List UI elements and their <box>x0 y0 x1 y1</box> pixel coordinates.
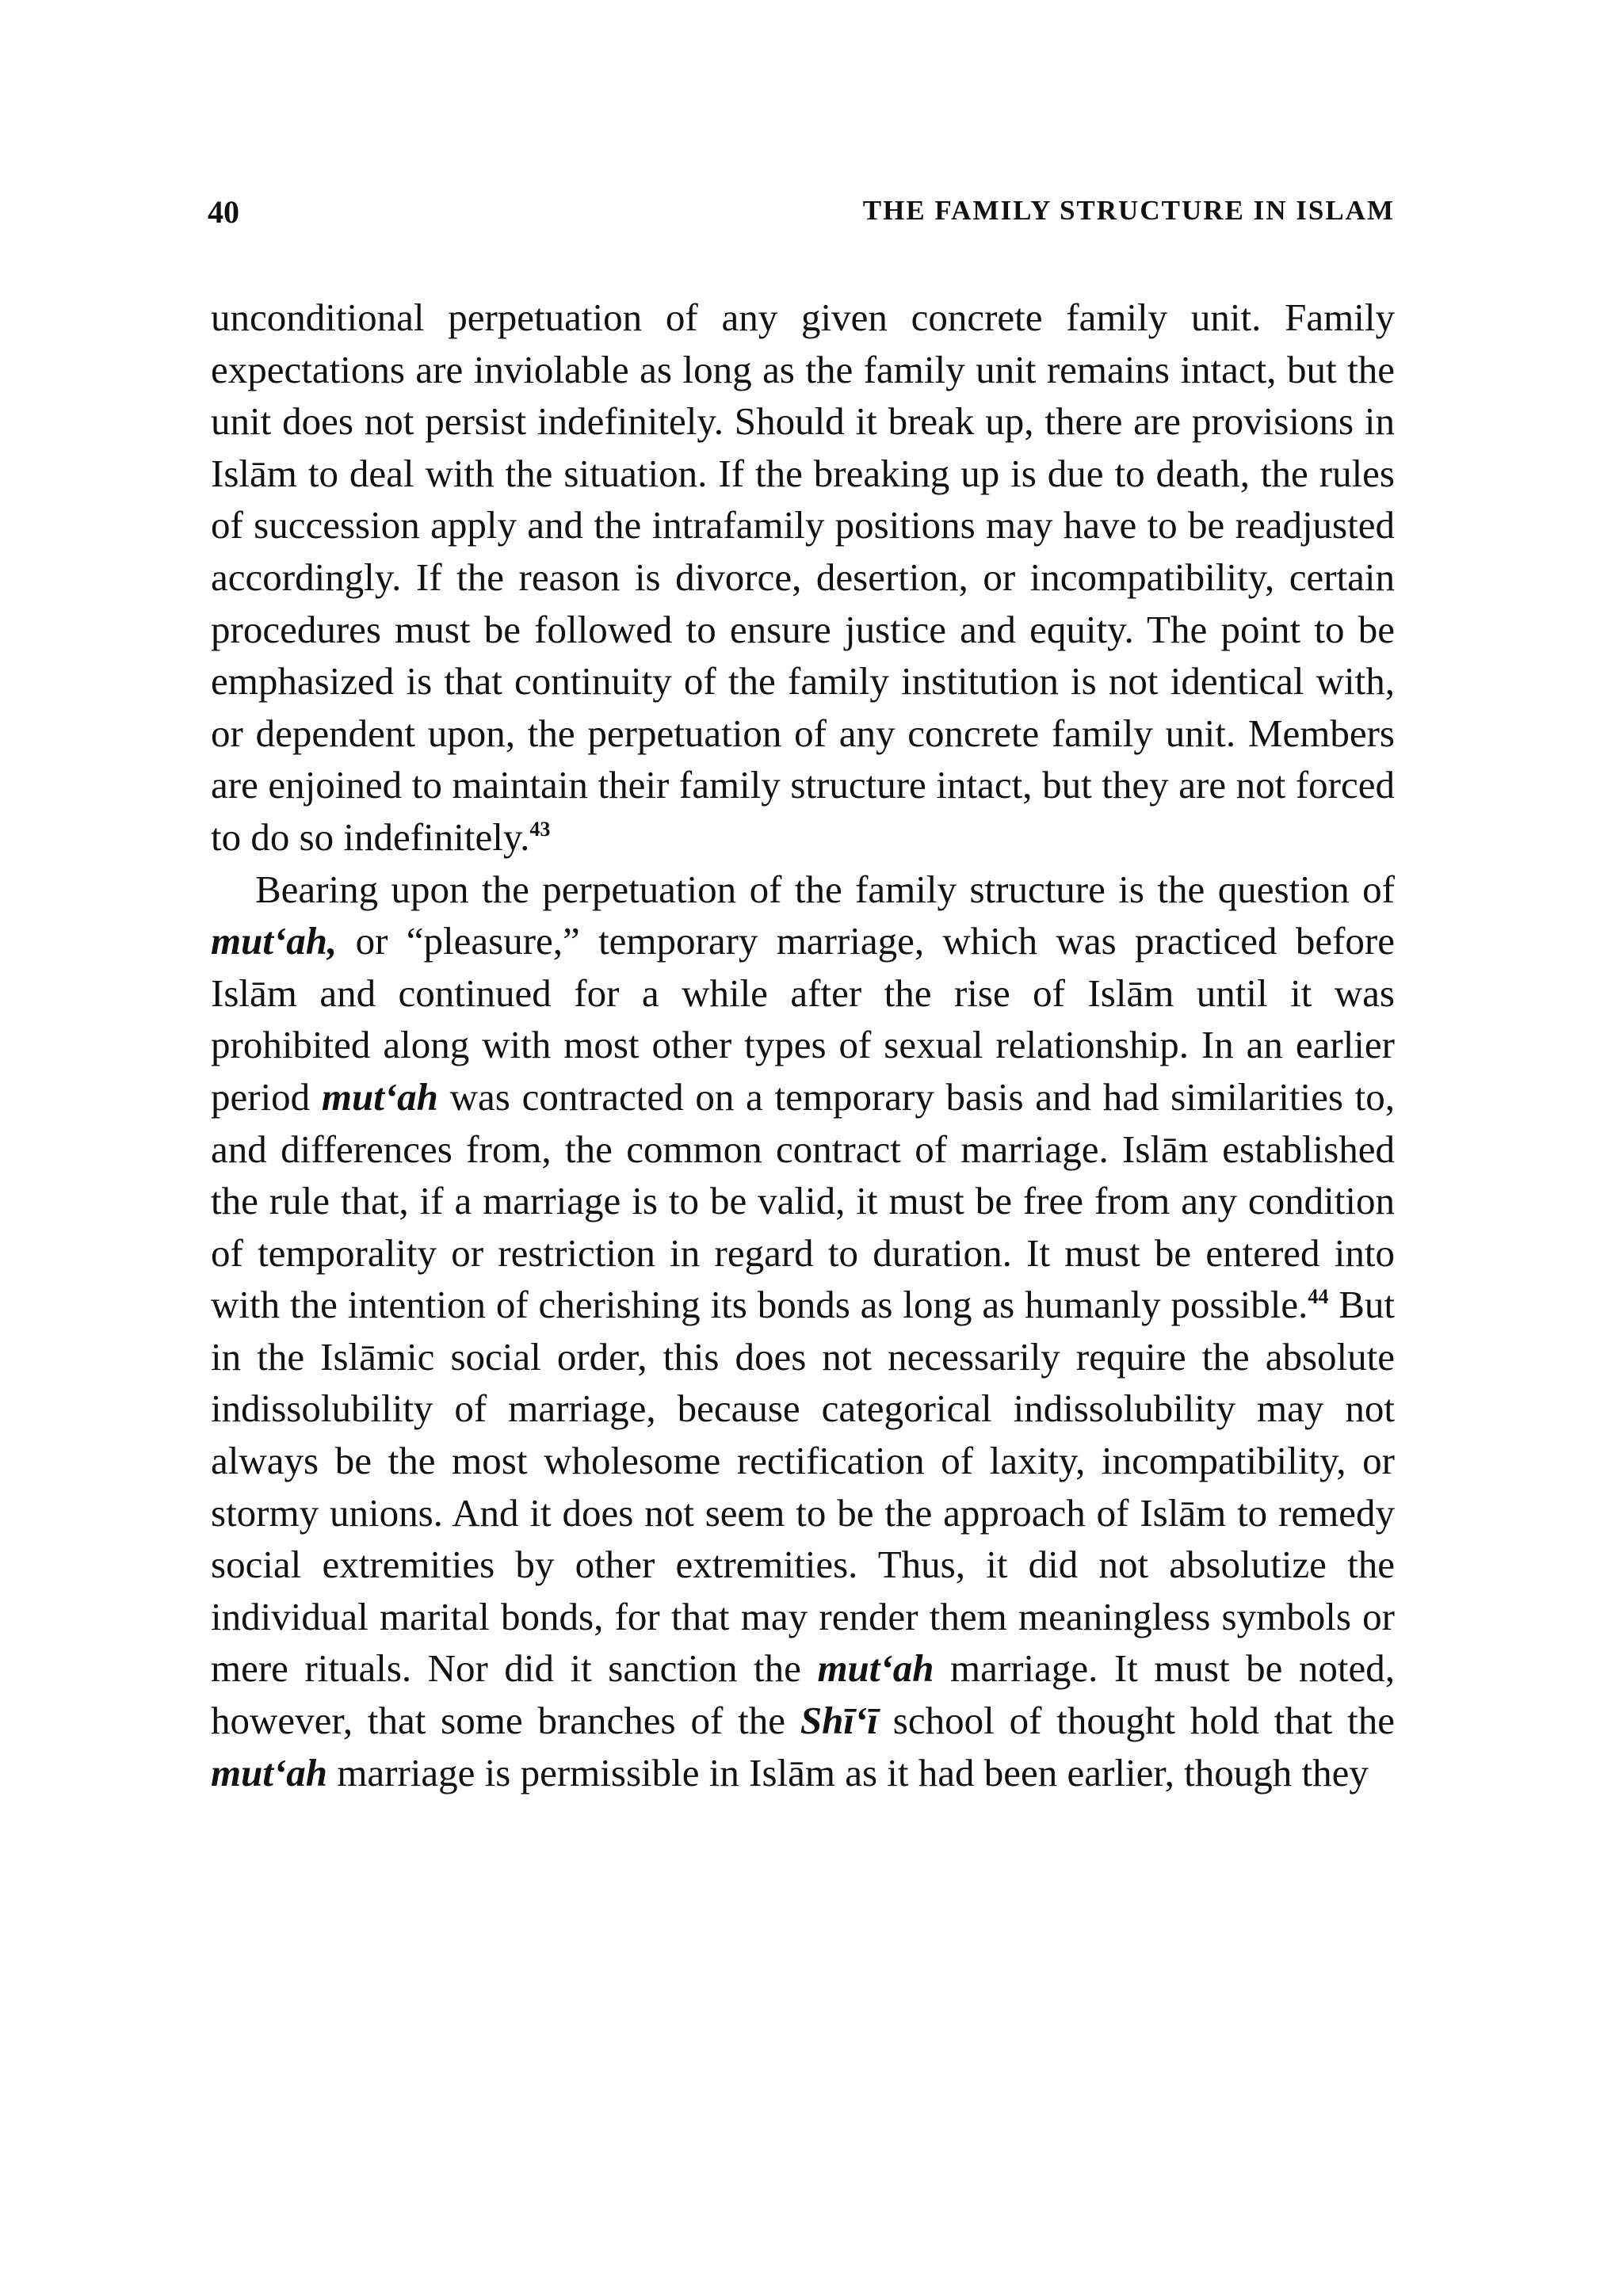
paragraph-2-text-1: Bearing upon the perpetuation of the family structure is the question of <box>255 867 1395 911</box>
running-head: THE FAMILY STRUCTURE IN ISLAM <box>862 195 1395 226</box>
paragraph-1-text: unconditional perpetuation of any given concrete family unit. Family expectations are inviolable as long as the family unit remains intact, but the unit does not persist indefinitely. Should it break up, there are provisions in Islām to deal with the situation. If the breaking up is due to death, the rules of succession apply and the intrafamily positions may have to be readjusted accordingly. If the reason is divorce, desertion, or incompatibility, certain procedures must be followed to ensure justice and equity. The point to be emphasized is that continuity of the family institution is not identical with, or dependent upon, the perpetuation of any concrete family unit. Members are enjoined to maintain their family structure intact, but they are not forced to do so indefinitely. <box>211 296 1395 859</box>
body-text <box>211 292 1395 1798</box>
paragraph-2-text-5: marriage. It must be noted, however, that some branches of the <box>211 1646 1395 1743</box>
paragraph-1 <box>211 292 1395 864</box>
footnote-ref-44: 44 <box>1308 1285 1329 1309</box>
paragraph-2-text-4: But in the Islāmic social order, this does not necessarily require the absolute indissolubility of marriage, because categorical indissolubility may not always be the most wholesome rectification of laxity, incompatibility, or stormy unions. And it does not seem to be the approach of Islām to remedy social extremities by other extremities. Thus, it did not absolutize the individual marital bonds, for that may render them meaningless symbols or mere rituals. Nor did it sanction the <box>211 1283 1396 1691</box>
paragraph-2-text-6: school of thought hold that the <box>877 1699 1395 1743</box>
term-mutah: mut‘ah, <box>211 919 338 963</box>
paragraph-2-text-3: was contracted on a temporary basis and had similarities to, and differences from, the common contract of marriage. Islām established the rule that, if a marriage is to be valid, it must be free from any condition of temporality or restriction in regard to duration. It must be entered into with the intention of cherishing its bonds as long as humanly possible. <box>211 1074 1395 1327</box>
term-mutah: mut‘ah <box>211 1750 328 1794</box>
term-shii: Shī‘ī <box>800 1699 878 1743</box>
paragraph-2-text-7: marriage is permissible in Islām as it had been earlier, though they <box>327 1750 1369 1794</box>
paragraph-2 <box>211 864 1395 1799</box>
footnote-ref-43: 43 <box>529 817 551 841</box>
term-mutah: mut‘ah <box>321 1074 438 1119</box>
paragraph-2-text-2: or “pleasure,” temporary marriage, which was practiced before Islām and continued for a while after the rise of Islām until it was prohibited along with most other types of sexual relationship. In an earlier period <box>211 919 1395 1119</box>
page-number: 40 <box>208 194 239 230</box>
term-mutah: mut‘ah <box>817 1646 934 1691</box>
